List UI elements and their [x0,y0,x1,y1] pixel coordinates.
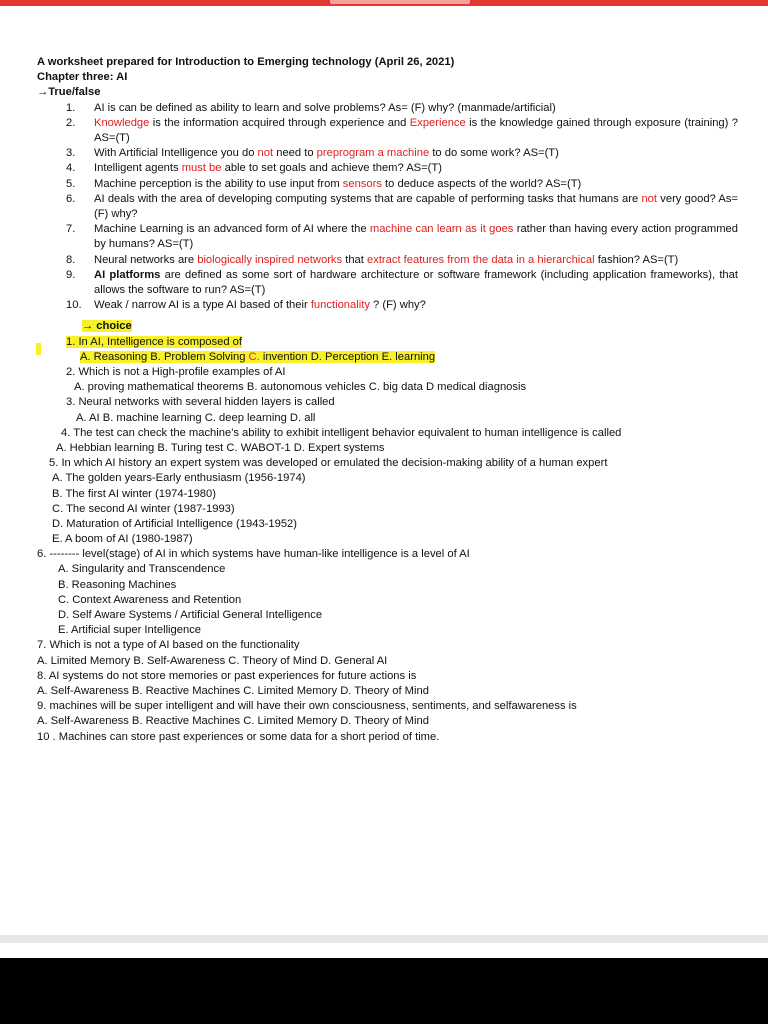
tf-item-text: With Artificial Intelligence you do [94,147,258,160]
tf-item [0,268,768,298]
option-line: A. The golden years-Early enthusiasm (1956-1974) [52,472,306,485]
tf-item-text: that [342,253,367,266]
option-line: B. The first AI winter (1974-1980) [52,487,216,500]
tf-item-text: preprogram a machine [316,147,430,160]
true-false-list [0,101,768,314]
tf-item [0,192,768,222]
tf-item-text: Neural networks are [94,253,198,266]
tf-item-number: 6. [66,192,76,205]
tf-item [0,101,768,116]
option-line: E. A boom of AI (1980-1987) [52,533,193,546]
tf-item-text: fashion? AS=(T) [594,253,679,266]
tf-item-text: are defined as some sort of hardware architecture or software framework (including application frameworks), that allows the software to run? AS=(T) [94,268,738,296]
tf-item-number: 5. [66,177,76,190]
tf-item-text: Knowledge [94,116,150,129]
choice-question-5: 5. In which AI history an expert system was developed or emulated the decision-making ability of a human expert [49,457,608,470]
tf-item-text: AI deals with the area of developing computing systems that are capable of performing tasks that humans are [94,192,642,205]
option-line: D. Self Aware Systems / Artificial General Intelligence [58,609,323,621]
tf-item [0,222,768,252]
tf-item-number: 4. [66,162,76,175]
choice-question-4-options: A. Hebbian learning B. Turing test C. WABOT-1 D. Expert systems [56,441,385,454]
option-line: C. The second AI winter (1987-1993) [52,502,235,515]
tf-item-text: extract features from the data in a hierarchical [367,253,595,266]
choice-question-2: 2. Which is not a High-profile examples of AI [66,365,286,378]
tf-item-number: 8. [66,253,76,266]
tf-item [0,146,768,161]
cropped-title-fragment [330,0,470,4]
choice-question-9: 9. machines will be super intelligent and will have their own consciousness, sentiments, and selfawareness is [37,700,577,713]
option-line: A. Singularity and Transcendence [58,563,226,576]
tf-item [0,116,768,146]
tf-item-text: biologically inspired networks [197,253,343,266]
chapter-heading: Chapter three: AI [37,71,128,84]
tf-item [0,161,768,176]
choice-question-7-options: A. Limited Memory B. Self-Awareness C. Theory of Mind D. General AI [37,654,388,667]
tf-item-text: not [641,192,657,205]
tf-item-text: AI is can be defined as ability to learn and solve problems? As= (F) why? (manmade/artificial) [94,101,556,114]
tf-item [0,253,768,268]
tf-item-text: not [257,147,274,160]
tf-item-text: Intelligent agents [94,162,182,175]
tf-item-text: Machine Learning is an advanced form of AI where the [94,223,370,236]
choice-heading: → choice [82,320,132,333]
choice-question-1: 1. In AI, Intelligence is composed of [66,335,242,348]
tf-item-number: 2. [66,116,76,129]
tf-item-text: to deduce aspects of the world? AS=(T) [381,177,582,190]
choice-question-3-options: A. AI B. machine learning C. deep learning D. all [76,411,316,424]
option-line: E. Artificial super Intelligence [58,624,202,637]
tf-item-number: 10. [66,299,82,312]
tf-item-text: ? (F) why? [369,299,426,312]
choice-question-9-options: A. Self-Awareness B. Reactive Machines C. Limited Memory D. Theory of Mind [37,715,429,728]
bottom-divider [0,935,768,943]
choice-question-10: 10 . Machines can store past experiences or some data for a short period of time. [37,730,440,743]
tf-item-text: able to set goals and achieve them? AS=(T) [221,162,442,175]
tf-item-text: very good? As= (F) why? [94,192,738,220]
option-line: C. Context Awareness and Retention [58,593,242,606]
tf-item-text: sensors [342,177,382,190]
tf-item-text: need to [273,147,317,160]
choice-question-2-options: A. proving mathematical theorems B. autonomous vehicles C. big data D medical diagnosis [74,381,527,394]
choice-question-3: 3. Neural networks with several hidden layers is called [66,396,335,409]
tf-item-number: 9. [66,268,76,281]
tf-item-text: Experience [409,116,466,129]
worksheet-document [0,55,768,935]
tf-item-text: functionality [310,299,370,312]
option-line: B. Reasoning Machines [58,578,177,591]
choice-question-8: 8. AI systems do not store memories or past experiences for future actions is [37,669,417,682]
highlight-marker [36,343,41,355]
choice-question-6-options [0,562,768,638]
tf-item-text: Weak / narrow AI is a type AI based of their [94,299,311,312]
choice-question-7: 7. Which is not a type of AI based on the functionality [37,639,300,652]
tf-item-text: machine can learn as it goes [369,223,514,236]
true-false-heading: →True/false [37,86,101,99]
tf-item-number: 7. [66,223,76,236]
tf-item-number: 1. [66,101,76,114]
worksheet-title: A worksheet prepared for Introduction to Emerging technology (April 26, 2021) [37,56,455,68]
tf-item-text: is the information acquired through experience and [149,116,410,129]
tf-item-number: 3. [66,147,76,160]
tf-item-text: to do some work? AS=(T) [429,147,559,160]
choice-question-8-options: A. Self-Awareness B. Reactive Machines C. Limited Memory D. Theory of Mind [37,684,429,697]
choice-question-6: 6. -------- level(stage) of AI in which systems have human-like intelligence is a level of AI [37,548,470,561]
tf-item-text: must be [181,162,222,175]
tf-item [0,298,768,313]
choice-question-1-options: A. Reasoning B. Problem Solving C. invention D. Perception E. learning [80,350,436,363]
bottom-black-bar [0,958,768,1024]
tf-item-text: Machine perception is the ability to use input from [94,177,343,190]
option-line: D. Maturation of Artificial Intelligence (1943-1952) [52,517,298,530]
tf-item [0,177,768,192]
tf-item-text: is the knowledge gained through exposure (training) ? AS=(T) [94,116,739,144]
choice-question-5-options [0,471,768,547]
choice-question-4: 4. The test can check the machine's ability to exhibit intelligent behavior equivalent to human intelligence is called [61,426,622,439]
tf-item-text: rather than having every action programmed by humans? AS=(T) [94,223,738,251]
tf-item-text: AI platforms [94,268,161,281]
